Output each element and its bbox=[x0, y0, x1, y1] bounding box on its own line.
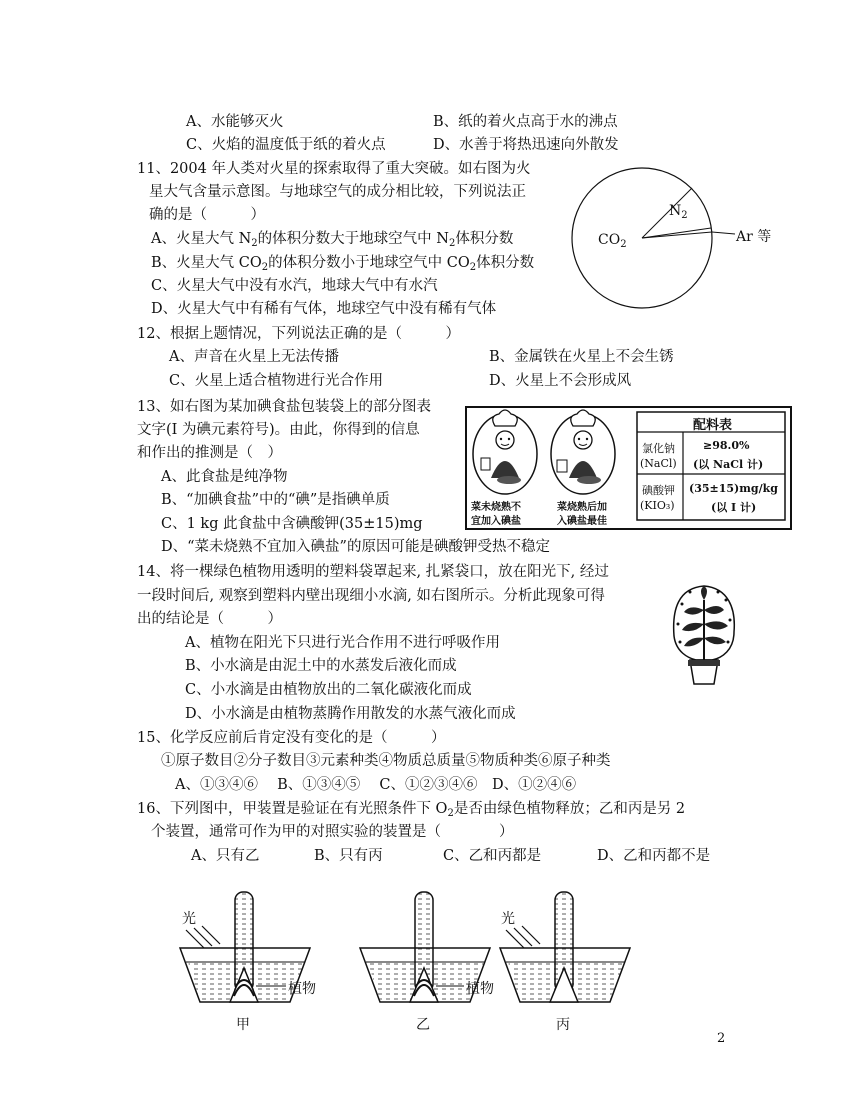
q14-option-b: B、小水滴是由泥土中的水蒸发后液化而成 bbox=[185, 658, 457, 674]
q15-stem: 15、化学反应前后肯定没有变化的是（ ） bbox=[137, 730, 446, 746]
q15-items: ①原子数目②分子数目③元素种类④物质总质量⑤物质种类⑥原子种类 bbox=[161, 753, 611, 769]
page-number: 2 bbox=[717, 1031, 726, 1046]
q16-option-a: A、只有乙 bbox=[191, 848, 260, 864]
q13-option-c: C、1 kg 此食盐中含碘酸钾(35±15)mg bbox=[161, 516, 423, 532]
q10-option-a: A、水能够灭火 bbox=[186, 114, 284, 130]
label-kio3-formula: (KIO₃) bbox=[640, 499, 675, 512]
apparatus-figures bbox=[178, 886, 698, 1036]
q13-stem-line3: 和作出的推测是（ ） bbox=[137, 445, 282, 461]
q14-stem-line1: 14、将一棵绿色植物用透明的塑料袋罩起来, 扎紧袋口，放在阳光下, 经过 bbox=[137, 564, 609, 580]
q14-option-c: C、小水滴是由植物放出的二氧化碳液化而成 bbox=[185, 682, 472, 698]
q16-stem-line2: 个装置，通常可作为甲的对照实验的装置是（ ） bbox=[151, 824, 514, 840]
q12-stem: 12、根据上题情况，下列说法正确的是（ ） bbox=[137, 326, 460, 342]
iodized-salt-label bbox=[465, 406, 792, 530]
apparatus-svg bbox=[178, 886, 698, 1036]
q11-stem-line1: 11、2004 年人类对火星的探索取得了重大突破。如右图为火 bbox=[137, 161, 531, 177]
caption-yi: 乙 bbox=[416, 1017, 430, 1033]
pie-label-n2: $N_2$ bbox=[669, 203, 688, 221]
label-kio3-value: (35±15)mg/kg bbox=[689, 482, 778, 495]
q14-option-a: A、植物在阳光下只进行光合作用不进行呼吸作用 bbox=[185, 635, 500, 651]
q13-option-a: A、此食盐是纯净物 bbox=[161, 469, 288, 485]
label-kio3-basis: (以 I 计) bbox=[711, 501, 757, 514]
q11-option-a: A、火星大气 $N_2$的体积分数大于地球空气中 $N_2$体积分数 bbox=[151, 231, 514, 249]
q10-option-d: D、水善于将热迅速向外散发 bbox=[433, 137, 619, 153]
chef-caption-2b: 入碘盐最佳 bbox=[557, 516, 607, 527]
label-nacl-value: ≥98.0% bbox=[703, 439, 750, 452]
q11-option-b: B、火星大气 $CO_2$的体积分数小于地球空气中 $CO_2$体积分数 bbox=[151, 255, 535, 273]
q16-option-d: D、乙和丙都不是 bbox=[597, 848, 711, 864]
label-nacl-basis: (以 NaCl 计) bbox=[693, 458, 764, 471]
q12-option-d: D、火星上不会形成风 bbox=[489, 373, 632, 389]
chef-caption-1a: 菜未烧熟不 bbox=[471, 502, 521, 513]
pie-label-ar: Ar 等 bbox=[736, 229, 772, 245]
light-label-bing: 光 bbox=[501, 911, 515, 927]
q14-option-d: D、小水滴是由植物蒸腾作用散发的水蒸气液化而成 bbox=[185, 706, 516, 722]
q11-stem-line3: 确的是（ ） bbox=[149, 207, 265, 223]
q14-stem-line3: 出的结论是（ ） bbox=[137, 611, 282, 627]
label-title: 配料表 bbox=[693, 418, 733, 433]
q11-option-c: C、火星大气中没有水汽，地球大气中有水汽 bbox=[151, 278, 438, 294]
plant-label-jia: 植物 bbox=[288, 981, 316, 997]
chef-caption-1b: 宜加入碘盐 bbox=[471, 516, 521, 527]
q16-stem-line1: 16、下列图中，甲装置是验证在有光照条件下 $O_2$是否由绿色植物释放；乙和丙是另 2 bbox=[137, 801, 686, 819]
q11-stem-line2: 星大气含量示意图。与地球空气的成分相比较，下列说法正 bbox=[149, 184, 526, 200]
chef-caption-2a: 菜烧熟后加 bbox=[557, 502, 607, 513]
ar-leader-line bbox=[712, 232, 735, 234]
q16-option-b: B、只有丙 bbox=[314, 848, 383, 864]
q10-option-c: C、火焰的温度低于纸的着火点 bbox=[186, 137, 386, 153]
label-nacl-name: 氯化钠 bbox=[642, 442, 675, 455]
q13-option-d: D、“菜未烧熟不宜加入碘盐”的原因可能是碘酸钾受热不稳定 bbox=[161, 539, 550, 555]
q13-stem-line1: 13、如右图为某加碘食盐包装袋上的部分图表 bbox=[137, 399, 431, 415]
q13-stem-line2: 文字(I 为碘元素符号)。由此，你得到的信息 bbox=[137, 422, 420, 438]
bagged-plant-figure bbox=[668, 580, 740, 688]
bagged-plant-svg bbox=[668, 580, 740, 688]
caption-bing: 丙 bbox=[556, 1017, 570, 1033]
q15-options: A、①③④⑥ B、①③④⑤ C、①②③④⑥ D、①②④⑥ bbox=[175, 777, 577, 793]
pie-label-co2: $CO_2$ bbox=[598, 232, 627, 250]
label-nacl-formula: (NaCl) bbox=[640, 457, 677, 470]
plant-label-yi: 植物 bbox=[466, 981, 494, 997]
label-kio3-name: 碘酸钾 bbox=[642, 484, 675, 497]
q12-option-c: C、火星上适合植物进行光合作用 bbox=[169, 373, 384, 389]
q12-option-a: A、声音在火星上无法传播 bbox=[169, 349, 339, 365]
q13-option-b: B、“加碘食盐”中的“碘”是指碘单质 bbox=[161, 492, 390, 508]
q10-option-b: B、纸的着火点高于水的沸点 bbox=[433, 114, 618, 130]
q16-option-c: C、乙和丙都是 bbox=[443, 848, 542, 864]
q14-stem-line2: 一段时间后, 观察到塑料内壁出现细小水滴, 如右图所示。分析此现象可得 bbox=[137, 588, 605, 604]
mars-atmosphere-pie bbox=[570, 166, 780, 316]
q11-option-d: D、火星大气中有稀有气体，地球空气中没有稀有气体 bbox=[151, 301, 497, 317]
light-label-jia: 光 bbox=[182, 911, 196, 927]
apparatus-bing bbox=[500, 892, 630, 1002]
q12-option-b: B、金属铁在火星上不会生锈 bbox=[489, 349, 674, 365]
caption-jia: 甲 bbox=[236, 1017, 250, 1033]
